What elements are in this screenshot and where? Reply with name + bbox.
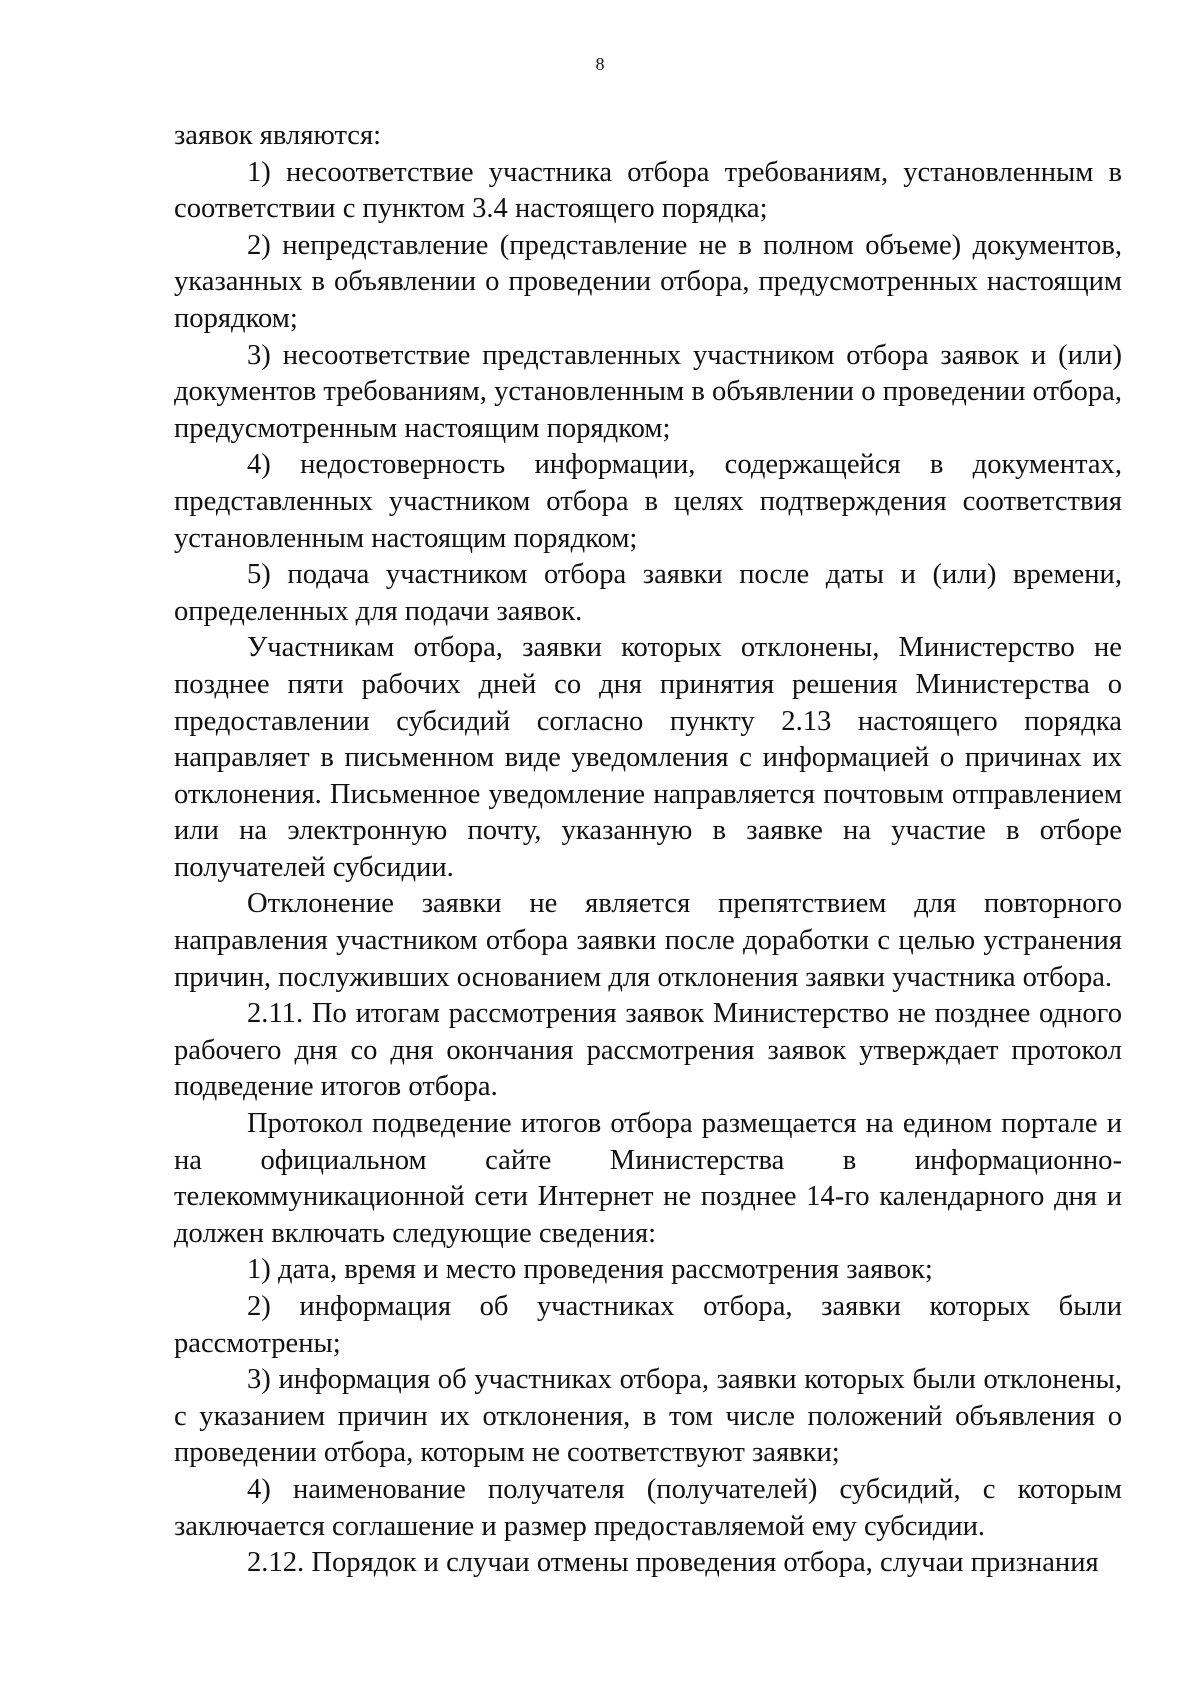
page-number: 8 [595, 54, 605, 74]
list-item-reject-reason-1: 1) несоответствие участника отбора требованиям, установленным в соответствии с пунктом 3.4 настоящего порядка; [174, 156, 1122, 225]
paragraph-continuation: заявок являются: [174, 120, 382, 151]
document-body [174, 118, 1122, 1582]
list-item-protocol-1: 1) дата, время и место проведения рассмотрения заявок; [247, 1254, 933, 1286]
list-item-protocol-4: 4) наименование получателя (получателей) субсидий, с которым заключается соглашение и размер предоставляемой ему субсидии. [174, 1473, 1122, 1542]
list-item-reject-reason-5: 5) подача участником отбора заявки после даты и (или) времени, определенных для подачи заявок. [174, 559, 1122, 627]
list-item-reject-reason-2: 2) непредставление (представление не в полном объеме) документов, указанных в объявлении о проведении отбора, предусмотренных настоящим порядком; [174, 229, 1122, 334]
paragraph-protocol: Протокол подведение итогов отбора размещается на едином портале и на официальном сайте Министерства в информационно-телекоммуникационной сети Интернет не позднее 14-го календарного дня и должен включать следующие сведения: [174, 1108, 1122, 1249]
list-item-protocol-3: 3) информация об участниках отбора, заявки которых были отклонены, с указанием причин их отклонения, в том числе положений объявления о проведении отбора, которым не соответствуют заявки; [174, 1364, 1122, 1469]
paragraph-notification: Участникам отбора, заявки которых отклонены, Министерство не позднее пяти рабочих дней со дня принятия решения Министерства о предоставлении субсидий согласно пункту 2.13 настоящего порядка направляет в письменном виде уведомления с информацией о причинах их отклонения. Письменное уведомление направляется почтовым отправлением или на электронную почту, указанную в заявке на участие в отборе получателей субсидии. [174, 632, 1122, 883]
paragraph-section-2-11: 2.11. По итогам рассмотрения заявок Министерство не позднее одного рабочего дня со дня окончания рассмотрения заявок утверждает протокол подведение итогов отбора. [174, 998, 1122, 1103]
list-item-reject-reason-4: 4) недостоверность информации, содержащейся в документах, представленных участником отбора в целях подтверждения соответствия установленным настоящим порядком; [174, 449, 1122, 554]
paragraph-section-2-12: 2.12. Порядок и случаи отмены проведения отбора, случаи признания [247, 1547, 1099, 1579]
list-item-protocol-2: 2) информация об участниках отбора, заявки которых были рассмотрены; [174, 1291, 1122, 1359]
list-item-reject-reason-3: 3) несоответствие представленных участником отбора заявок и (или) документов требованиям, установленным в объявлении о проведении отбора, предусмотренным настоящим порядком; [174, 339, 1122, 444]
paragraph-resubmission: Отклонение заявки не является препятствием для повторного направления участником отбора заявки после доработки с целью устранения причин, послуживших основанием для отклонения заявки участника отбора. [174, 888, 1122, 993]
